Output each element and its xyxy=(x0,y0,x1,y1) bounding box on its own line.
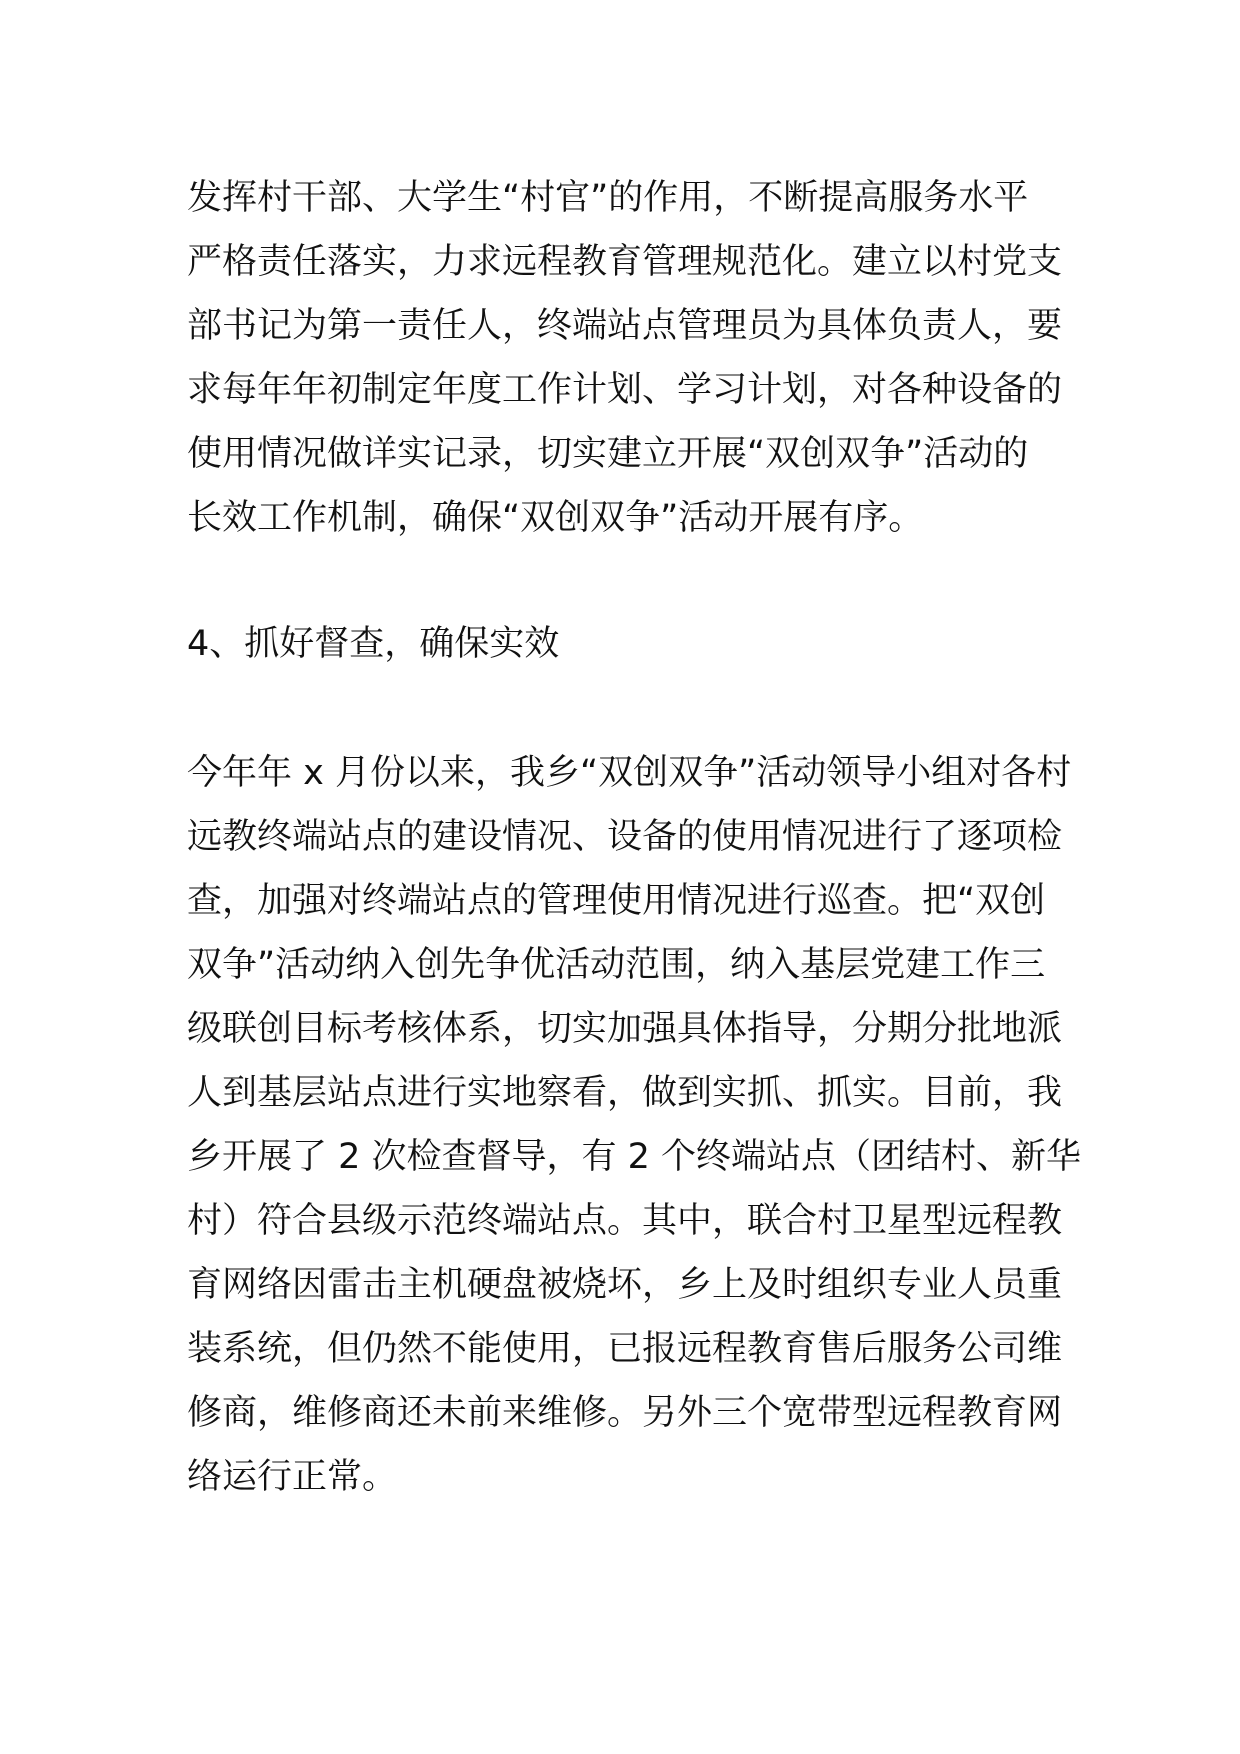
paragraph-3-line-4: 双争”活动纳入创先争优活动范围，纳入基层党建工作三 xyxy=(187,945,1046,985)
paragraph-3-line-1: 今年年 x 月份以来，我乡“双创双争”活动领导小组对各村 xyxy=(187,753,1072,793)
paragraph-3-line-6: 人到基层站点进行实地察看，做到实抓、抓实。目前，我 xyxy=(187,1073,1063,1113)
paragraph-3-line-2: 远教终端站点的建设情况、设备的使用情况进行了逐项检 xyxy=(187,817,1063,857)
paragraph-3-line-9: 育网络因雷击主机硬盘被烧坏，乡上及时组织专业人员重 xyxy=(187,1265,1063,1305)
paragraph-2-line-3: 求每年年初制定年度工作计划、学习计划，对各种设备的 xyxy=(187,370,1063,410)
paragraph-3-line-10: 装系统，但仍然不能使用，已报远程教育售后服务公司维 xyxy=(187,1329,1063,1369)
paragraph-2-line-1: 严格责任落实，力求远程教育管理规范化。建立以村党支 xyxy=(187,242,1063,282)
paragraph-3-line-11: 修商，维修商还未前来维修。另外三个宽带型远程教育网 xyxy=(187,1393,1063,1433)
paragraph-2-line-4: 使用情况做详实记录，切实建立开展“双创双争”活动的 xyxy=(187,434,1029,474)
paragraph-3-line-5: 级联创目标考核体系，切实加强具体指导，分期分批地派 xyxy=(187,1009,1063,1049)
section-heading: 4、抓好督查，确保实效 xyxy=(187,624,560,664)
paragraph-3-line-7: 乡开展了 2 次检查督导，有 2 个终端站点（团结村、新华 xyxy=(187,1137,1082,1177)
paragraph-1-line-1: 发挥村干部、大学生“村官”的作用，不断提高服务水平 xyxy=(187,178,1029,218)
paragraph-3-line-3: 查，加强对终端站点的管理使用情况进行巡查。把“双创 xyxy=(187,881,1046,921)
paragraph-2-line-2: 部书记为第一责任人，终端站点管理员为具体负责人，要 xyxy=(187,306,1063,346)
paragraph-3-line-8: 村）符合县级示范终端站点。其中，联合村卫星型远程教 xyxy=(187,1201,1063,1241)
paragraph-3-line-12: 络运行正常。 xyxy=(187,1457,398,1497)
paragraph-2-line-5: 长效工作机制，确保“双创双争”活动开展有序。 xyxy=(187,498,924,538)
